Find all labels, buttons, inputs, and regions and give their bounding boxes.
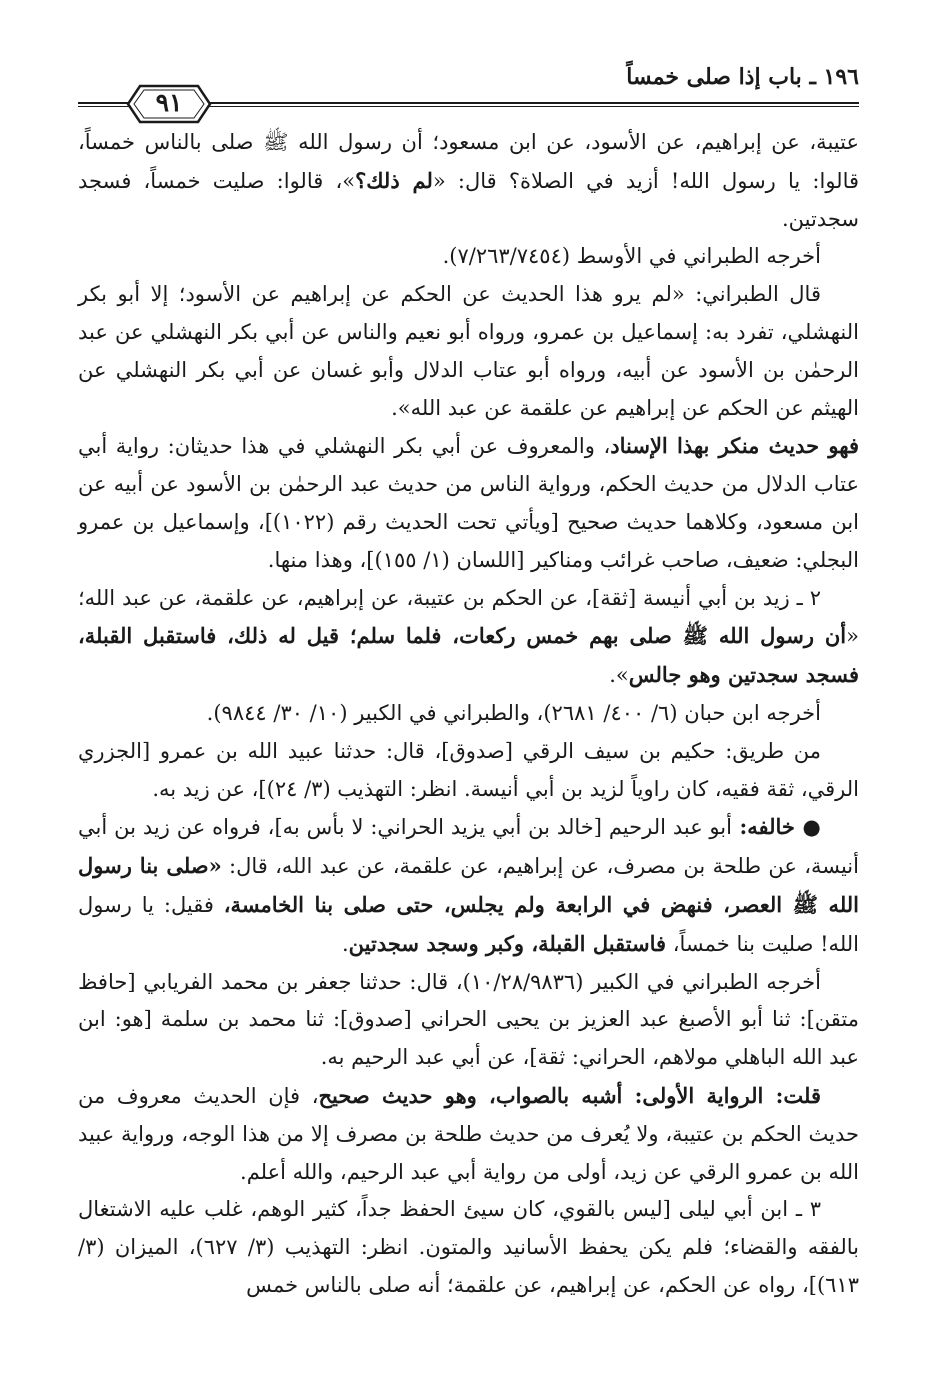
- bold-text: «صلى بنا رسول الله ﷺ العصر، فنهض في الرابعة ولم يجلس، حتى صلى بنا الخامسة،: [78, 853, 859, 917]
- paragraph: [78, 695, 859, 733]
- body-text: ٢ ـ زيد بن أبي أنيسة [ثقة]، عن الحكم بن عتيبة، عن إبراهيم، عن علقمة، عن عبد الله؛ «: [78, 585, 859, 649]
- body-text: أخرجه ابن حبان (٦/ ٤٠٠/ ٢٦٨١)، والطبراني في الكبير (١٠/ ٣٠/ ٩٨٤٤).: [206, 700, 821, 725]
- paragraph: [78, 808, 859, 963]
- paragraph: [78, 1077, 859, 1191]
- body-text: فقيل: يا رسول الله! صليت بنا خمساً،: [78, 892, 859, 956]
- bold-text: فهو حديث منكر بهذا الإسناد: [610, 433, 859, 459]
- page-number-frame: [126, 82, 212, 126]
- paragraph: [78, 427, 859, 579]
- body-text: أبو عبد الرحيم [خالد بن أبي يزيد الحراني: لا بأس به]، فرواه عن زيد بن أبي أنيسة، عن طلحة بن مصرف، عن إبراهيم، عن علقمة، عن عبد الله، قال:: [78, 815, 859, 879]
- body-text: قال الطبراني: «لم يرو هذا الحديث عن الحكم عن إبراهيم عن الأسود؛ إلا أبو بكر النهشلي، تفرد به: إسماعيل بن عمرو، ورواه أبو نعيم والناس عن أبي بكر النهشلي عن عبد الرحمٰن بن الأسود عن أبيه، ورواه أبو عتاب الدلال وأبو غسان عن أبي بكر النهشلي عن الهيثم عن الحكم عن إبراهيم عن علقمة عن عبد الله».: [78, 282, 859, 420]
- bold-text: لم ذلك؟: [355, 167, 433, 193]
- bold-text: فاستقبل القبلة، وكبر وسجد سجدتين: [348, 930, 667, 956]
- paragraph: [78, 238, 859, 276]
- body-text: من طريق: حكيم بن سيف الرقي [صدوق]، قال: حدثنا عبيد الله بن عمرو [الجزري الرقي، ثقة فقيه، كان راوياً لزيد بن أبي أنيسة. انظر: التهذيب (٣/ ٢٤)]، عن زيد به.: [78, 738, 859, 801]
- paragraph: [78, 1191, 859, 1304]
- running-title: ١٩٦ ـ باب إذا صلى خمساً: [626, 64, 859, 90]
- page-header: [78, 62, 859, 117]
- body-text: ، والمعروف عن أبي بكر النهشلي في هذا حديثان: رواية أبي عتاب الدلال من حديث الحكم، ورواية الناس من حديث عبد الرحمٰن بن الأسود عن أبيه عن ابن مسعود، وكلاهما حديث صحيح [ويأتي تحت الحديث رقم (١٠٢٢)]، وإسماعيل بن عمرو البجلي: ضعيف، صاحب غرائب ومناكير [اللسان (١/ ١٥٥)]، وهذا منها.: [78, 434, 859, 572]
- body-text: أخرجه الطبراني في الكبير (١٠/٢٨/٩٨٣٦)، قال: حدثنا جعفر بن محمد الفريابي [حافظ متقن]: ثنا أبو الأصبغ عبد العزيز بن يحيى الحراني [صدوق]: ثنا محمد بن سلمة [هو: ابن عبد الله الباهلي مولاهم، الحراني: ثقة]، عن أبي عبد الرحيم به.: [78, 969, 859, 1070]
- body-text: .: [341, 931, 349, 956]
- body-text: ٣ ـ ابن أبي ليلى [ليس بالقوي، كان سيئ الحفظ جداً، كثير الوهم، غلب عليه الاشتغال بالفقه والقضاء؛ فلم يكن يحفظ الأسانيد والمتون. انظر: التهذيب (٣/ ٦٢٧)، الميزان (٣/ ٦١٣)]، رواه عن الحكم، عن إبراهيم، عن علقمة؛ أنه صلى بالناس خمس: [78, 1197, 859, 1297]
- body-text: »، قالوا: صليت خمساً، فسجد سجدتين.: [78, 168, 859, 231]
- body-text: أخرجه الطبراني في الأوسط (٧/٢٦٣/٧٤٥٤).: [442, 244, 821, 269]
- paragraph: [78, 276, 859, 427]
- body-text: ».: [609, 663, 629, 688]
- bold-text: ● خالفه:: [731, 814, 822, 840]
- body-text: عتيبة، عن إبراهيم، عن الأسود، عن ابن مسعود؛ أن رسول الله ﷺ صلى بالناس خمساً، قالوا: يا رسول الله! أزيد في الصلاة؟ قال: «: [78, 130, 860, 193]
- bold-text: أن رسول الله ﷺ صلى بهم خمس ركعات، فلما سلم؛ قيل له ذلك، فاستقبل القبلة، فسجد سجدتين وهو جالس: [78, 623, 859, 688]
- page-number: ٩١: [155, 88, 183, 117]
- paragraph: [78, 733, 859, 809]
- paragraph: [78, 124, 859, 238]
- paragraph: [78, 964, 859, 1077]
- bold-text: قلت: الرواية الأولى: أشبه بالصواب، وهو حديث صحيح: [318, 1082, 822, 1108]
- paragraph: [78, 580, 859, 695]
- page-body: [78, 124, 859, 1305]
- body-text: ، فإن الحديث معروف من حديث الحكم بن عتيبة، ولا يُعرف من حديث طلحة بن مصرف إلا من هذا الوجه، ورواية عبيد الله بن عمرو الرقي عن زيد، أولى من رواية أبي عبد الرحيم، والله أعلم.: [78, 1083, 859, 1184]
